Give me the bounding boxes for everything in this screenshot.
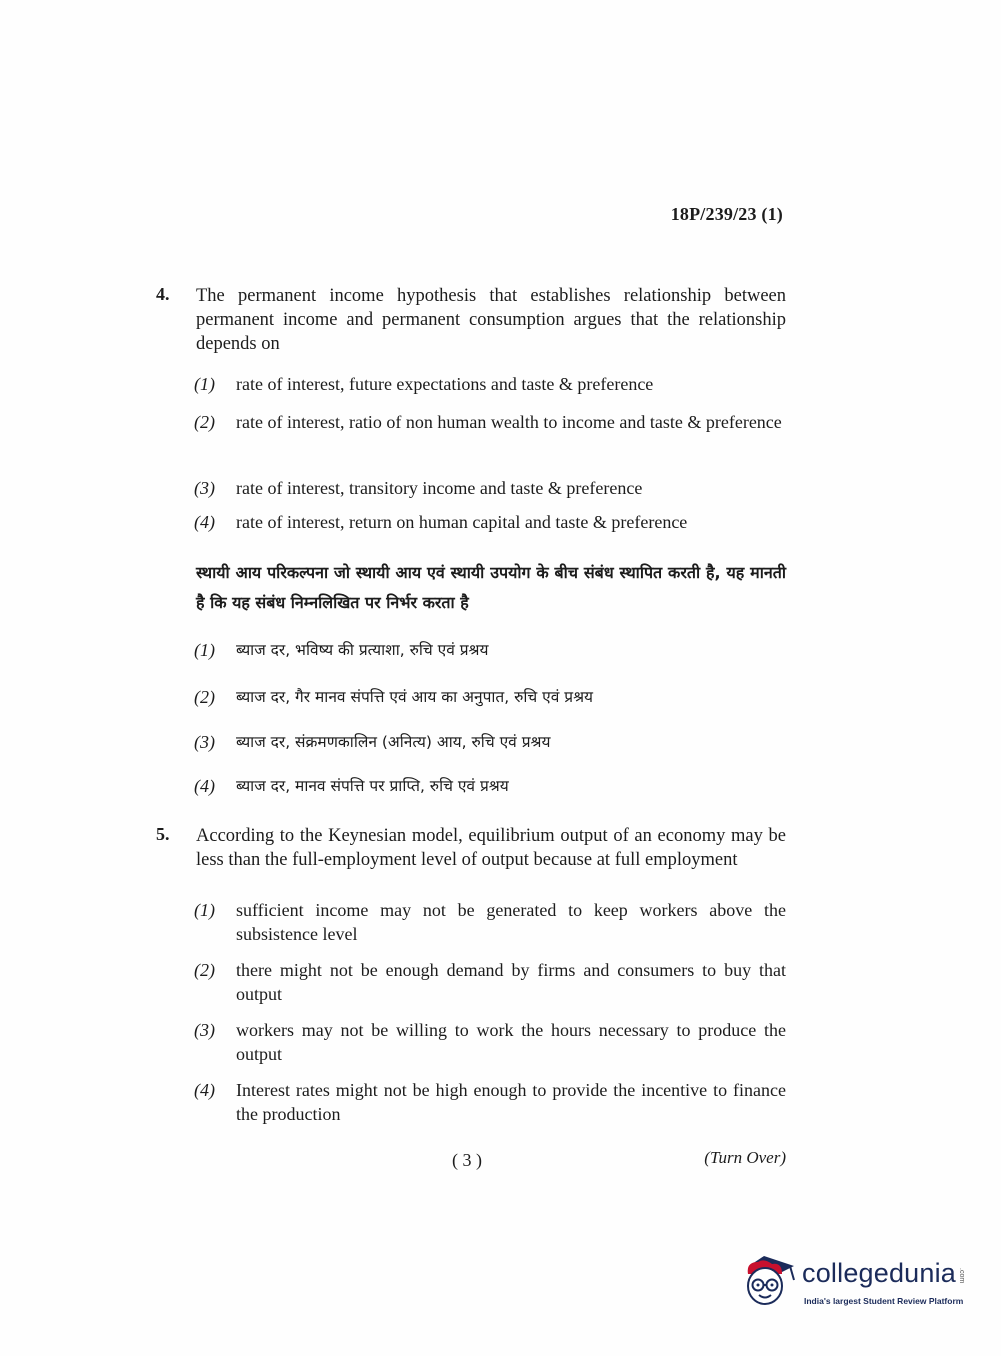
option-text: ब्याज दर, भविष्य की प्रत्याशा, रुचि एवं प्रश्रय [236, 641, 489, 659]
option-number: (1) [194, 374, 215, 394]
option-text: sufficient income may not be generated to keep workers above the subsistence level [236, 900, 786, 944]
question-number: 4. [156, 284, 170, 304]
option-text: ब्याज दर, संक्रमणकालिन (अनित्य) आय, रुचि एवं प्रश्रय [236, 733, 551, 751]
question-text-hindi: स्थायी आय परिकल्पना जो स्थायी आय एवं स्थायी उपयोग के बीच संबंध स्थापित करती है, यह मानती है कि यह संबंध निम्नलिखित पर निर्भर करता है [196, 563, 786, 612]
collegedunia-logo [742, 1252, 972, 1316]
option-number: (4) [194, 512, 215, 532]
option-en-1 [194, 372, 786, 396]
option-en-3 [194, 1018, 786, 1066]
option-hi-2 [194, 685, 786, 709]
option-en-2 [194, 410, 786, 434]
option-hi-4 [194, 774, 786, 798]
option-text: rate of interest, ratio of non human wealth to income and taste & preference [236, 412, 782, 432]
question-number: 5. [156, 824, 170, 844]
option-text: rate of interest, transitory income and taste & preference [236, 478, 643, 498]
option-text: there might not be enough demand by firms and consumers to buy that output [236, 960, 786, 1004]
option-en-4 [194, 1078, 786, 1126]
option-en-2 [194, 958, 786, 1006]
option-hi-1 [194, 638, 786, 662]
option-number: (4) [194, 1080, 215, 1100]
option-number: (2) [194, 960, 215, 980]
student-mascot-icon [742, 1252, 798, 1312]
question-4 [156, 284, 786, 804]
question-text-english: The permanent income hypothesis that establishes relationship between permanent income and permanent consumption argues that the relationship depends on [196, 286, 786, 354]
option-text: ब्याज दर, गैर मानव संपत्ति एवं आय का अनुपात, रुचि एवं प्रश्रय [236, 688, 594, 706]
option-number: (2) [194, 412, 215, 432]
turn-over-note: (Turn Over) [704, 1148, 786, 1167]
option-number: (1) [194, 640, 215, 660]
brand-tagline: India's largest Student Review Platform [804, 1296, 964, 1306]
page-number: ( 3 ) [452, 1150, 482, 1170]
option-number: (3) [194, 478, 215, 498]
option-number: (3) [194, 732, 215, 752]
brand-name: collegedunia [802, 1258, 957, 1288]
brand-domain-suffix: .com [958, 1268, 965, 1284]
option-number: (3) [194, 1020, 215, 1040]
option-text: ब्याज दर, मानव संपत्ति पर प्राप्ति, रुचि एवं प्रश्रय [236, 777, 509, 795]
option-text: rate of interest, future expectations and taste & preference [236, 374, 654, 394]
option-text: rate of interest, return on human capital and taste & preference [236, 512, 688, 532]
option-number: (2) [194, 687, 215, 707]
question-5 [156, 824, 786, 1134]
option-en-3 [194, 476, 786, 500]
option-text: Interest rates might not be high enough to provide the incentive to finance the production [236, 1080, 786, 1124]
option-hi-3 [194, 730, 786, 754]
option-en-1 [194, 898, 786, 946]
option-number: (1) [194, 900, 215, 920]
paper-code: 18P/239/23 (1) [670, 204, 783, 224]
option-en-4 [194, 510, 786, 534]
option-number: (4) [194, 776, 215, 796]
question-text-english: According to the Keynesian model, equilibrium output of an economy may be less than the full-employment level of output because at full employment [196, 826, 786, 870]
option-text: workers may not be willing to work the hours necessary to produce the output [236, 1020, 786, 1064]
